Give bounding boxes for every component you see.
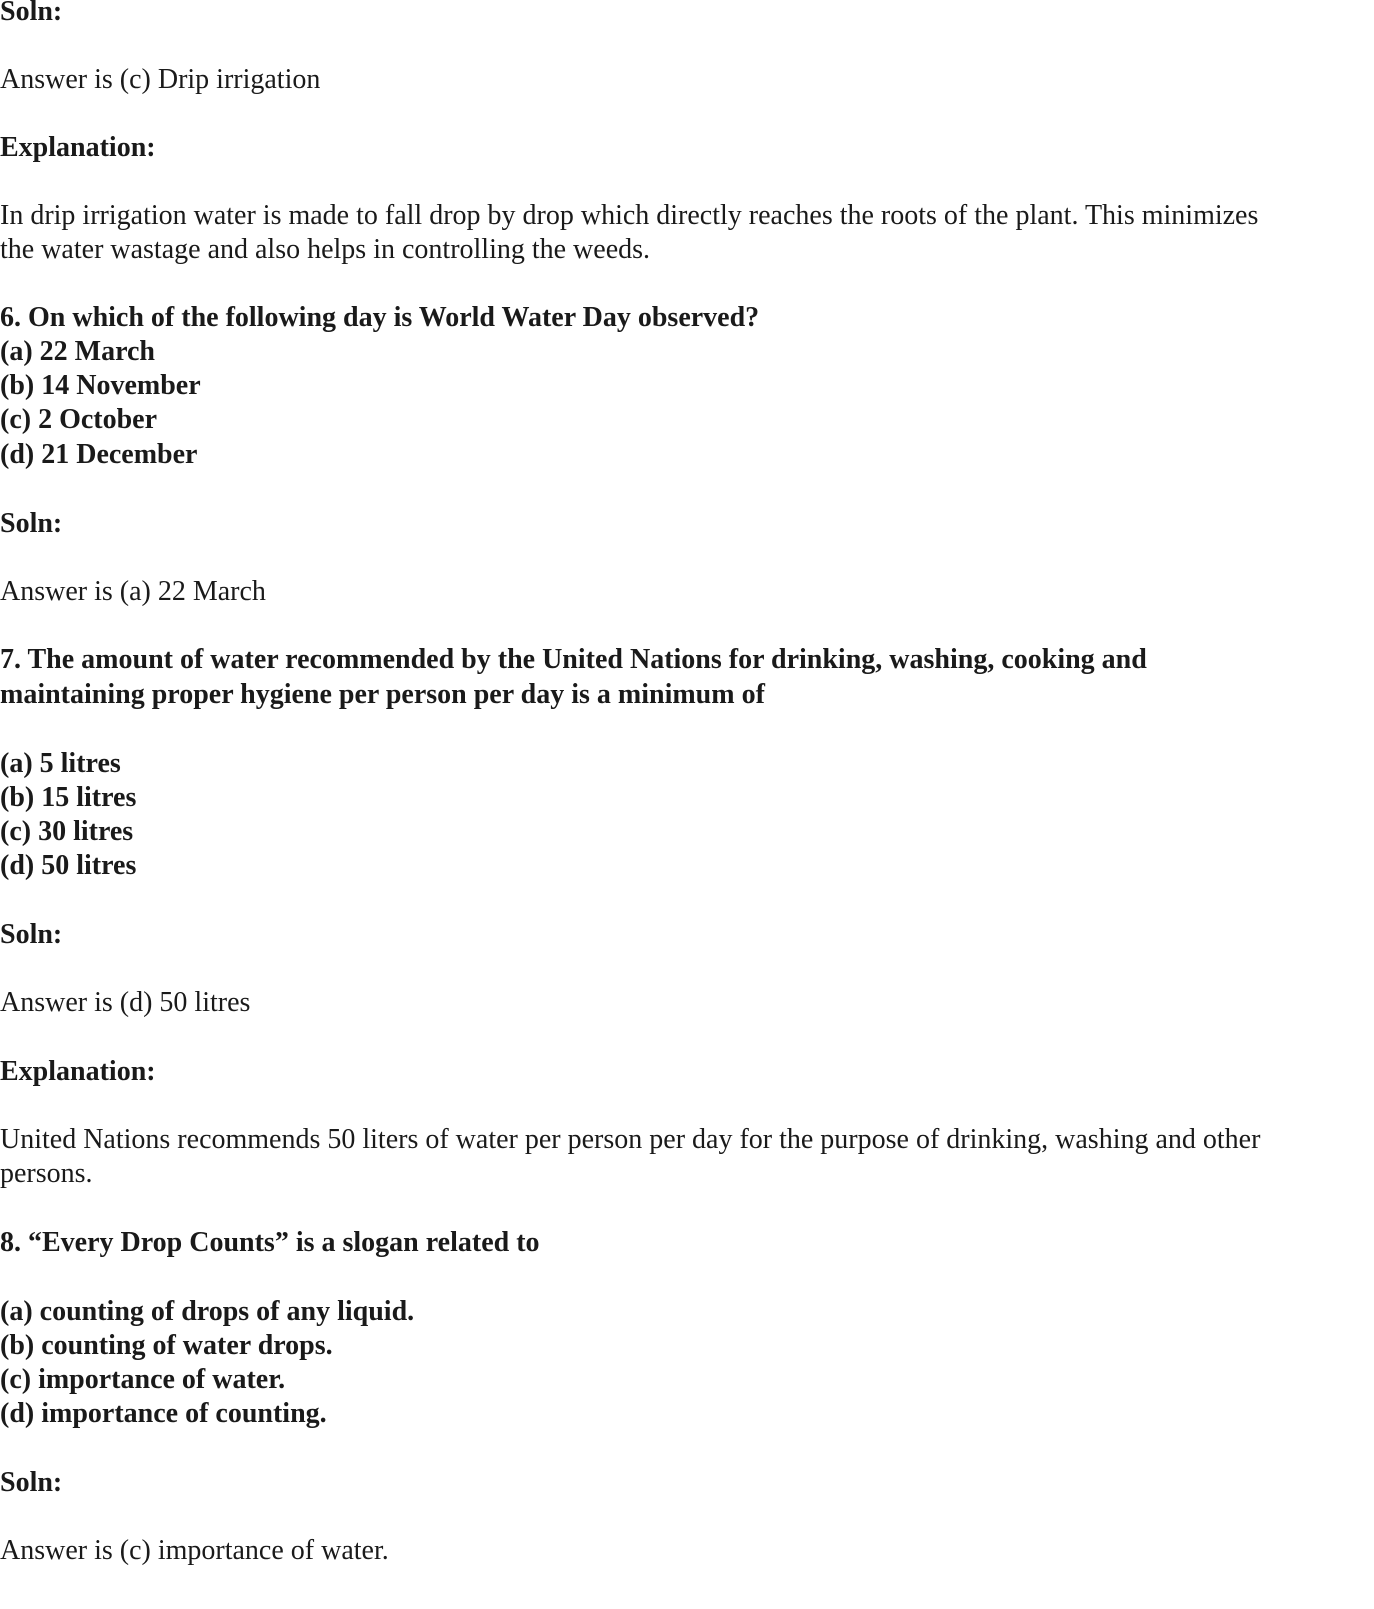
soln-label: Soln: xyxy=(0,919,63,950)
option-c: (c) 30 litres xyxy=(0,816,134,847)
explanation-text: persons. xyxy=(0,1158,93,1189)
option-b: (b) 14 November xyxy=(0,370,201,401)
answer-text: Answer is (d) 50 litres xyxy=(0,987,251,1018)
explanation-label: Explanation: xyxy=(0,132,156,163)
soln-label: Soln: xyxy=(0,1467,63,1498)
explanation-text: the water wastage and also helps in controlling the weeds. xyxy=(0,234,651,265)
soln-label: Soln: xyxy=(0,0,63,27)
option-a: (a) 5 litres xyxy=(0,748,121,779)
question-6: 6. On which of the following day is World Water Day observed? xyxy=(0,302,760,333)
option-d: (d) 50 litres xyxy=(0,850,137,881)
explanation-label: Explanation: xyxy=(0,1056,156,1087)
option-a: (a) counting of drops of any liquid. xyxy=(0,1296,415,1327)
option-d: (d) importance of counting. xyxy=(0,1398,327,1429)
explanation-text: In drip irrigation water is made to fall drop by drop which directly reaches the roots of the plant. This minimizes xyxy=(0,200,1259,231)
question-7: maintaining proper hygiene per person per day is a minimum of xyxy=(0,679,765,710)
question-8: 8. “Every Drop Counts” is a slogan related to xyxy=(0,1227,540,1258)
option-c: (c) importance of water. xyxy=(0,1364,286,1395)
option-d: (d) 21 December xyxy=(0,439,198,470)
soln-label: Soln: xyxy=(0,508,63,539)
question-7: 7. The amount of water recommended by the United Nations for drinking, washing, cooking and xyxy=(0,644,1147,675)
answer-text: Answer is (c) importance of water. xyxy=(0,1535,389,1566)
answer-text: Answer is (a) 22 March xyxy=(0,576,266,607)
option-a: (a) 22 March xyxy=(0,336,155,367)
option-c: (c) 2 October xyxy=(0,404,158,435)
answer-text: Answer is (c) Drip irrigation xyxy=(0,64,321,95)
option-b: (b) 15 litres xyxy=(0,782,137,813)
explanation-text: United Nations recommends 50 liters of water per person per day for the purpose of drinking, washing and other xyxy=(0,1124,1261,1155)
option-b: (b) counting of water drops. xyxy=(0,1330,333,1361)
